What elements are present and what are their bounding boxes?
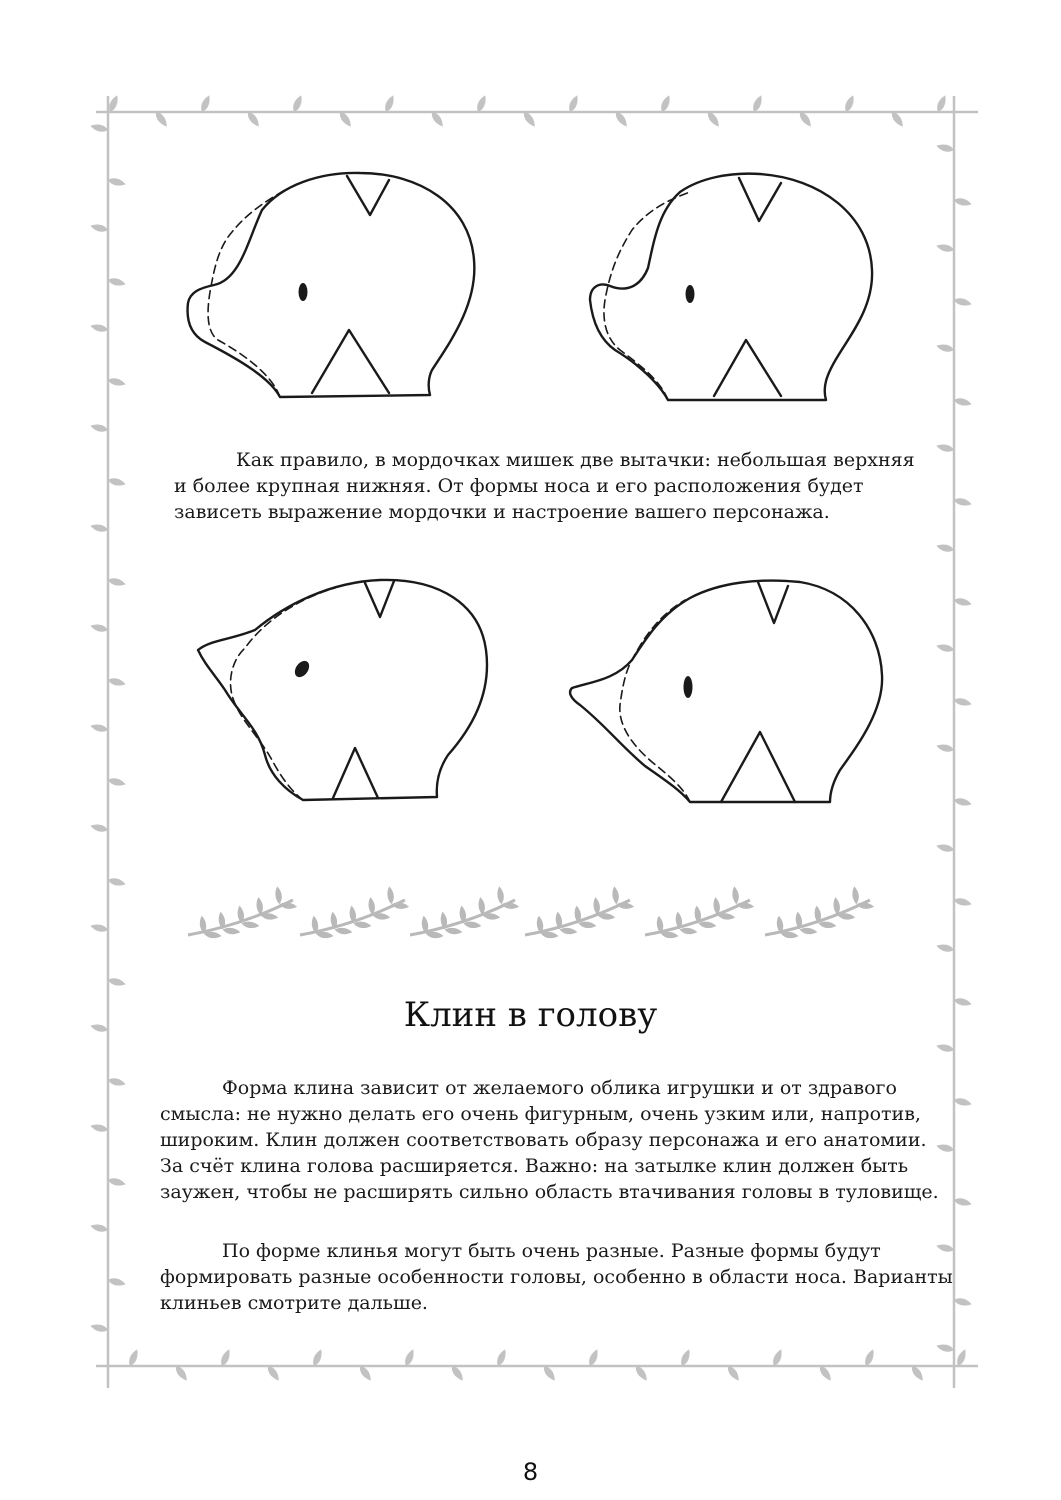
text-line: По форме клинья могут быть очень разные. Разные формы будут	[222, 1240, 881, 1262]
paragraph-wedge-variants	[160, 1238, 953, 1316]
leaf-branch	[765, 886, 874, 943]
branch-leaf	[616, 897, 634, 913]
text-line: формировать разные особенности головы, особенно в области носа. Варианты	[160, 1266, 953, 1288]
text-line: Форма клина зависит от желаемого облика игрушки и от здравого	[222, 1077, 897, 1099]
branch-leaf	[729, 886, 743, 904]
section-title: Клин в голову	[403, 995, 658, 1035]
text-line: Как правило, в мордочках мишек две вытачки: небольшая верхняя	[236, 449, 915, 471]
leaf-branch	[410, 886, 519, 943]
text-line: заужен, чтобы не расширять сильно область втачивания головы в туловище.	[160, 1181, 939, 1203]
branch-leaf	[391, 897, 409, 913]
paragraph-darts	[174, 447, 926, 525]
leaf-branch	[188, 886, 297, 943]
branch-leaf	[494, 886, 508, 904]
text-line: смысла: не нужно делать его очень фигурным, очень узким или, напротив,	[160, 1103, 921, 1125]
branch-leaf	[856, 897, 874, 913]
text-line: клиньев смотрите дальше.	[160, 1292, 428, 1314]
leaf-branch	[525, 886, 634, 943]
text-line: широким. Клин должен соответствовать образу персонажа и его анатомии.	[160, 1129, 927, 1151]
leaf-branch	[645, 886, 754, 943]
branch-leaf	[501, 897, 519, 913]
branch-leaf	[384, 886, 398, 904]
leaf-branch	[300, 886, 409, 943]
branch-leaf	[849, 886, 863, 904]
paragraph-wedge-shape	[160, 1075, 945, 1205]
branch-leaf	[736, 897, 754, 913]
page-number: 8	[522, 1458, 539, 1486]
text-line: зависеть выражение мордочки и настроение вашего персонажа.	[174, 501, 830, 523]
branch-leaf	[609, 886, 623, 904]
branch-leaf	[279, 897, 297, 913]
branch-leaf	[272, 886, 286, 904]
text-line: и более крупная нижняя. От формы носа и его расположения будет	[174, 475, 864, 497]
text-line: За счёт клина голова расширяется. Важно: на затылке клин должен быть	[160, 1155, 909, 1177]
